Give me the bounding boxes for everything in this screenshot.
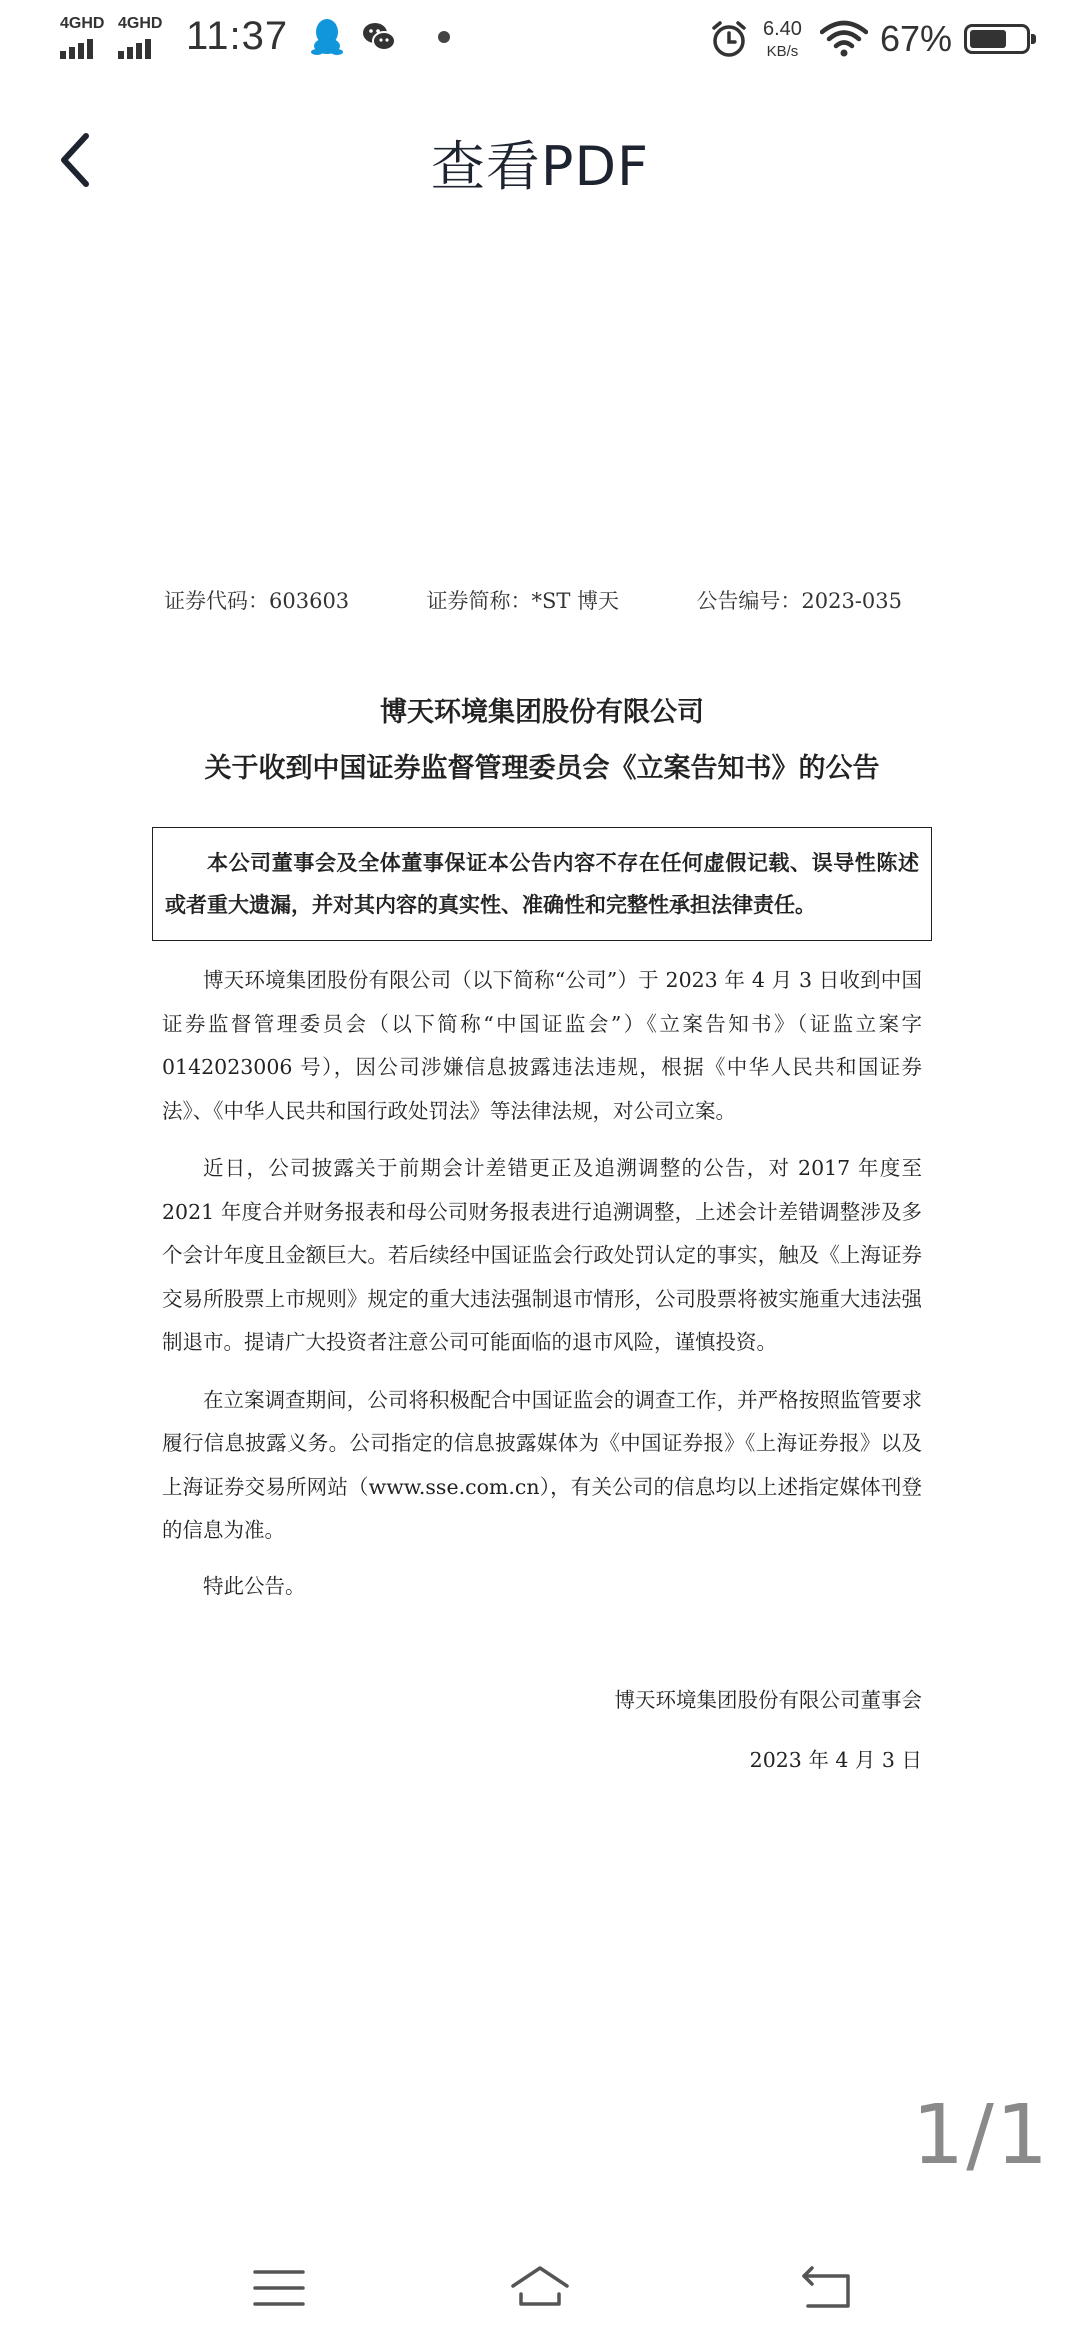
wechat-icon — [362, 20, 396, 54]
speed-unit: KB/s — [766, 43, 799, 60]
page-title: 查看PDF — [430, 135, 650, 198]
signal-icon — [118, 15, 168, 59]
wifi-icon — [820, 20, 868, 58]
signal-icon — [60, 15, 110, 59]
speed-value: 6.40 — [763, 18, 802, 40]
battery-icon — [964, 24, 1030, 54]
announcement-date: 2023 年 4 月 3 日 — [749, 1748, 922, 1772]
security-code: 证券代码：603603 — [164, 589, 350, 613]
network-type-label: 4GHD — [118, 14, 163, 32]
board-statement: 本公司董事会及全体董事保证本公告内容不存在任何虚假记载、误导性陈述或者重大遗漏，并对其内容的真实性、准确性和完整性承担法律责任。 — [152, 827, 932, 941]
alarm-icon — [709, 19, 749, 59]
network-speed — [763, 18, 802, 60]
app-header — [0, 100, 1080, 220]
qq-icon — [310, 17, 344, 57]
notification-dot-icon — [438, 31, 450, 43]
menu-icon — [245, 2258, 315, 2318]
network-type-label: 4GHD — [60, 14, 105, 32]
signatory: 博天环境集团股份有限公司董事会 — [614, 1688, 922, 1712]
battery-fill — [970, 30, 1006, 48]
status-bar — [0, 0, 1080, 84]
home-icon — [505, 2258, 575, 2318]
battery-percent: 67% — [879, 18, 952, 59]
signature-block — [162, 1670, 922, 1790]
company-name: 博天环境集团股份有限公司 — [380, 697, 704, 728]
back-icon — [792, 2258, 862, 2318]
system-nav-bar — [0, 2240, 1080, 2340]
paragraph: 博天环境集团股份有限公司（以下简称“公司”）于 2023 年 4 月 3 日收到中国证券监督管理委员会（以下简称“中国证监会”）《立案告知书》（证监立案字 0142023006 号），因公司涉嫌信息披露违法违规，根据《中华人民共和国证券法》、《中华人民共和国行政处罚法》等法律法规，对公司立案。 — [162, 968, 922, 1123]
closing-line: 特此公告。 — [203, 1573, 306, 1598]
pdf-document[interactable] — [162, 585, 922, 1790]
document-title — [162, 685, 922, 797]
back-nav-button[interactable] — [792, 2258, 862, 2318]
clock: 11:37 — [186, 14, 289, 58]
announcement-number: 公告编号：2023-035 — [696, 589, 902, 613]
page-indicator: 1/1 — [912, 2088, 1050, 2183]
paragraph: 在立案调查期间，公司将积极配合中国证监会的调查工作，并严格按照监管要求履行信息披露义务。公司指定的信息披露媒体为《中国证券报》《上海证券报》以及上海证券交易所网站（www.sse.com.cn），有关公司的信息均以上述指定媒体刊登的信息为准。 — [162, 1387, 922, 1542]
security-short-name: 证券简称：*ST 博天 — [426, 589, 620, 613]
paragraph: 近日，公司披露关于前期会计差错更正及追溯调整的公告，对 2017 年度至 2021 年度合并财务报表和母公司财务报表进行追溯调整，上述会计差错调整涉及多个会计年度且金额巨大。若后续经中国证监会行政处罚认定的事实，触及《上海证券交易所股票上市规则》规定的重大违法强制退市情形，公司股票将被实施重大违法强制退市。提请广大投资者注意公司可能面临的退市风险，谨慎投资。 — [162, 1156, 922, 1354]
home-button[interactable] — [505, 2258, 575, 2318]
announcement-title: 关于收到中国证券监督管理委员会《立案告知书》的公告 — [204, 753, 880, 784]
menu-button[interactable] — [245, 2258, 315, 2318]
document-meta — [164, 585, 902, 615]
